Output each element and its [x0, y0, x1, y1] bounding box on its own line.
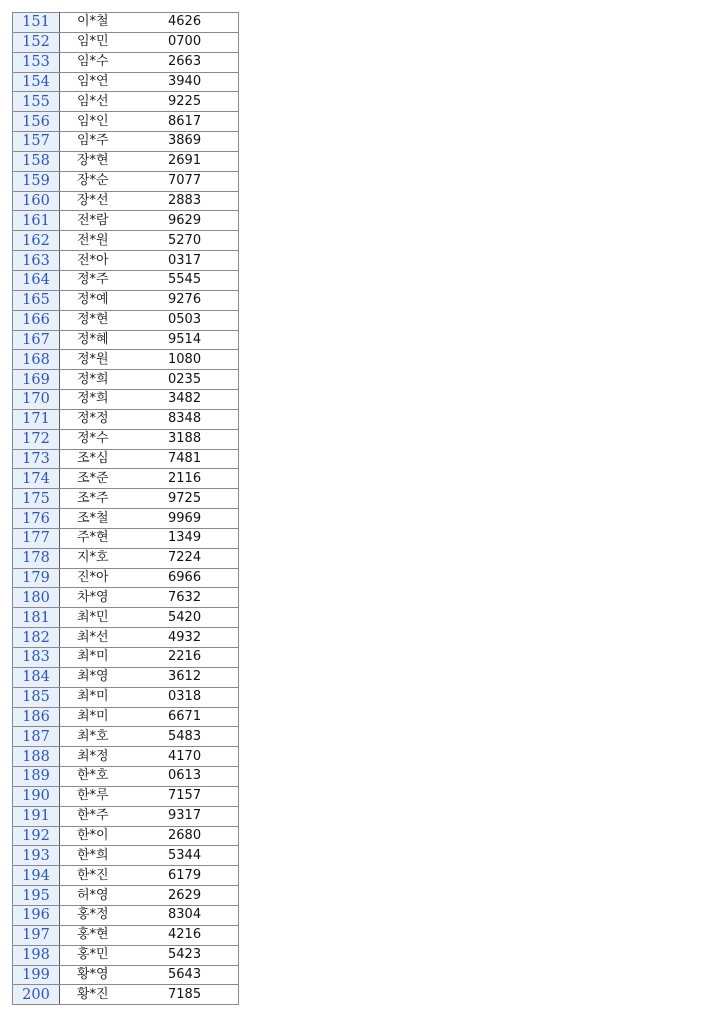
table-row: [13, 429, 239, 449]
name-cell: 진*아: [60, 568, 152, 588]
code-cell: 2883: [151, 191, 239, 211]
table-row: [13, 588, 239, 608]
code-cell: 5545: [151, 270, 239, 290]
code-cell: 4626: [151, 13, 239, 33]
row-number-cell: 181: [13, 608, 60, 628]
row-number-cell: 178: [13, 548, 60, 568]
row-number-cell: 182: [13, 628, 60, 648]
code-cell: 6179: [151, 866, 239, 886]
name-cell: 정*현: [60, 310, 152, 330]
name-cell: 허*영: [60, 886, 152, 906]
table-row: [13, 171, 239, 191]
code-cell: 0613: [151, 767, 239, 787]
code-cell: 2663: [151, 52, 239, 72]
code-cell: 9317: [151, 806, 239, 826]
row-number-cell: 194: [13, 866, 60, 886]
name-cell: 한*호: [60, 767, 152, 787]
row-number-cell: 159: [13, 171, 60, 191]
row-number-cell: 160: [13, 191, 60, 211]
row-number-cell: 164: [13, 270, 60, 290]
row-number-cell: 172: [13, 429, 60, 449]
code-cell: 9514: [151, 330, 239, 350]
table-row: [13, 112, 239, 132]
row-number-cell: 185: [13, 687, 60, 707]
name-cell: 황*영: [60, 965, 152, 985]
row-number-cell: 195: [13, 886, 60, 906]
row-number-cell: 175: [13, 489, 60, 509]
row-number-cell: 157: [13, 132, 60, 152]
name-cell: 최*미: [60, 648, 152, 668]
table-row: [13, 270, 239, 290]
table-row: [13, 489, 239, 509]
name-cell: 정*희: [60, 390, 152, 410]
row-number-cell: 177: [13, 528, 60, 548]
row-number-cell: 196: [13, 905, 60, 925]
name-cell: 한*진: [60, 866, 152, 886]
row-number-cell: 155: [13, 92, 60, 112]
row-number-cell: 198: [13, 945, 60, 965]
row-number-cell: 156: [13, 112, 60, 132]
code-cell: 5423: [151, 945, 239, 965]
row-number-cell: 152: [13, 32, 60, 52]
name-cell: 한*주: [60, 806, 152, 826]
name-cell: 정*혜: [60, 330, 152, 350]
name-cell: 정*희: [60, 370, 152, 390]
table-row: [13, 350, 239, 370]
row-number-cell: 163: [13, 251, 60, 271]
code-cell: 9629: [151, 211, 239, 231]
name-cell: 정*주: [60, 270, 152, 290]
row-number-cell: 165: [13, 290, 60, 310]
row-number-cell: 167: [13, 330, 60, 350]
code-cell: 5483: [151, 727, 239, 747]
table-row: [13, 409, 239, 429]
table-row: [13, 310, 239, 330]
name-cell: 전*원: [60, 231, 152, 251]
table-row: [13, 648, 239, 668]
name-cell: 정*수: [60, 429, 152, 449]
row-number-cell: 158: [13, 151, 60, 171]
code-cell: 5643: [151, 965, 239, 985]
table-row: [13, 767, 239, 787]
code-cell: 5270: [151, 231, 239, 251]
table-row: [13, 469, 239, 489]
table-row: [13, 846, 239, 866]
table-row: [13, 509, 239, 529]
table-row: [13, 786, 239, 806]
name-cell: 최*영: [60, 667, 152, 687]
code-cell: 9225: [151, 92, 239, 112]
name-cell: 최*선: [60, 628, 152, 648]
row-number-cell: 193: [13, 846, 60, 866]
name-cell: 임*선: [60, 92, 152, 112]
name-cell: 장*순: [60, 171, 152, 191]
table-row: [13, 32, 239, 52]
name-cell: 임*연: [60, 72, 152, 92]
name-cell: 황*진: [60, 985, 152, 1005]
table-row: [13, 370, 239, 390]
code-cell: 2629: [151, 886, 239, 906]
table-row: [13, 449, 239, 469]
name-cell: 주*현: [60, 528, 152, 548]
name-cell: 한*희: [60, 846, 152, 866]
code-cell: 6966: [151, 568, 239, 588]
row-number-cell: 192: [13, 826, 60, 846]
name-cell: 최*호: [60, 727, 152, 747]
name-cell: 임*인: [60, 112, 152, 132]
row-number-cell: 191: [13, 806, 60, 826]
name-cell: 조*준: [60, 469, 152, 489]
code-cell: 7185: [151, 985, 239, 1005]
name-cell: 홍*현: [60, 925, 152, 945]
row-number-cell: 199: [13, 965, 60, 985]
table-row: [13, 628, 239, 648]
code-cell: 7481: [151, 449, 239, 469]
code-cell: 7077: [151, 171, 239, 191]
name-cell: 정*예: [60, 290, 152, 310]
code-cell: 9276: [151, 290, 239, 310]
row-number-cell: 176: [13, 509, 60, 529]
name-cell: 임*수: [60, 52, 152, 72]
table-row: [13, 667, 239, 687]
roster-table-body: [13, 13, 239, 1005]
code-cell: 2116: [151, 469, 239, 489]
table-row: [13, 92, 239, 112]
row-number-cell: 197: [13, 925, 60, 945]
table-row: [13, 806, 239, 826]
name-cell: 장*선: [60, 191, 152, 211]
row-number-cell: 166: [13, 310, 60, 330]
row-number-cell: 180: [13, 588, 60, 608]
row-number-cell: 174: [13, 469, 60, 489]
code-cell: 8348: [151, 409, 239, 429]
code-cell: 6671: [151, 707, 239, 727]
name-cell: 차*영: [60, 588, 152, 608]
code-cell: 3188: [151, 429, 239, 449]
row-number-cell: 188: [13, 747, 60, 767]
row-number-cell: 153: [13, 52, 60, 72]
table-row: [13, 945, 239, 965]
row-number-cell: 200: [13, 985, 60, 1005]
table-row: [13, 72, 239, 92]
code-cell: 0235: [151, 370, 239, 390]
row-number-cell: 189: [13, 767, 60, 787]
code-cell: 0317: [151, 251, 239, 271]
code-cell: 2680: [151, 826, 239, 846]
table-row: [13, 707, 239, 727]
name-cell: 장*현: [60, 151, 152, 171]
table-row: [13, 290, 239, 310]
table-row: [13, 568, 239, 588]
row-number-cell: 162: [13, 231, 60, 251]
table-row: [13, 251, 239, 271]
name-cell: 정*원: [60, 350, 152, 370]
row-number-cell: 171: [13, 409, 60, 429]
row-number-cell: 161: [13, 211, 60, 231]
table-row: [13, 905, 239, 925]
name-cell: 한*루: [60, 786, 152, 806]
code-cell: 9969: [151, 509, 239, 529]
name-cell: 조*심: [60, 449, 152, 469]
row-number-cell: 190: [13, 786, 60, 806]
code-cell: 7157: [151, 786, 239, 806]
code-cell: 8304: [151, 905, 239, 925]
table-row: [13, 608, 239, 628]
name-cell: 전*아: [60, 251, 152, 271]
row-number-cell: 170: [13, 390, 60, 410]
table-row: [13, 747, 239, 767]
name-cell: 정*정: [60, 409, 152, 429]
name-cell: 지*호: [60, 548, 152, 568]
code-cell: 4216: [151, 925, 239, 945]
table-row: [13, 985, 239, 1005]
code-cell: 2216: [151, 648, 239, 668]
table-row: [13, 13, 239, 33]
table-row: [13, 52, 239, 72]
code-cell: 5420: [151, 608, 239, 628]
code-cell: 0318: [151, 687, 239, 707]
name-cell: 홍*정: [60, 905, 152, 925]
table-row: [13, 965, 239, 985]
name-cell: 이*철: [60, 13, 152, 33]
name-cell: 최*미: [60, 707, 152, 727]
code-cell: 1080: [151, 350, 239, 370]
name-cell: 임*주: [60, 132, 152, 152]
code-cell: 8617: [151, 112, 239, 132]
name-cell: 홍*민: [60, 945, 152, 965]
code-cell: 3482: [151, 390, 239, 410]
row-number-cell: 186: [13, 707, 60, 727]
code-cell: 5344: [151, 846, 239, 866]
code-cell: 3940: [151, 72, 239, 92]
name-cell: 최*미: [60, 687, 152, 707]
row-number-cell: 173: [13, 449, 60, 469]
code-cell: 7632: [151, 588, 239, 608]
row-number-cell: 151: [13, 13, 60, 33]
table-row: [13, 191, 239, 211]
table-row: [13, 687, 239, 707]
name-cell: 전*람: [60, 211, 152, 231]
code-cell: 7224: [151, 548, 239, 568]
table-row: [13, 151, 239, 171]
code-cell: 1349: [151, 528, 239, 548]
code-cell: 0700: [151, 32, 239, 52]
row-number-cell: 183: [13, 648, 60, 668]
table-row: [13, 925, 239, 945]
row-number-cell: 168: [13, 350, 60, 370]
roster-table: [12, 12, 239, 1005]
code-cell: 9725: [151, 489, 239, 509]
name-cell: 최*민: [60, 608, 152, 628]
name-cell: 조*주: [60, 489, 152, 509]
table-row: [13, 528, 239, 548]
table-row: [13, 211, 239, 231]
table-row: [13, 866, 239, 886]
code-cell: 2691: [151, 151, 239, 171]
table-row: [13, 330, 239, 350]
code-cell: 0503: [151, 310, 239, 330]
table-row: [13, 390, 239, 410]
row-number-cell: 187: [13, 727, 60, 747]
name-cell: 임*민: [60, 32, 152, 52]
row-number-cell: 179: [13, 568, 60, 588]
table-row: [13, 548, 239, 568]
code-cell: 4170: [151, 747, 239, 767]
table-row: [13, 231, 239, 251]
code-cell: 4932: [151, 628, 239, 648]
name-cell: 한*이: [60, 826, 152, 846]
table-row: [13, 727, 239, 747]
name-cell: 최*정: [60, 747, 152, 767]
table-row: [13, 132, 239, 152]
code-cell: 3869: [151, 132, 239, 152]
row-number-cell: 169: [13, 370, 60, 390]
code-cell: 3612: [151, 667, 239, 687]
table-row: [13, 826, 239, 846]
row-number-cell: 154: [13, 72, 60, 92]
table-row: [13, 886, 239, 906]
name-cell: 조*철: [60, 509, 152, 529]
row-number-cell: 184: [13, 667, 60, 687]
